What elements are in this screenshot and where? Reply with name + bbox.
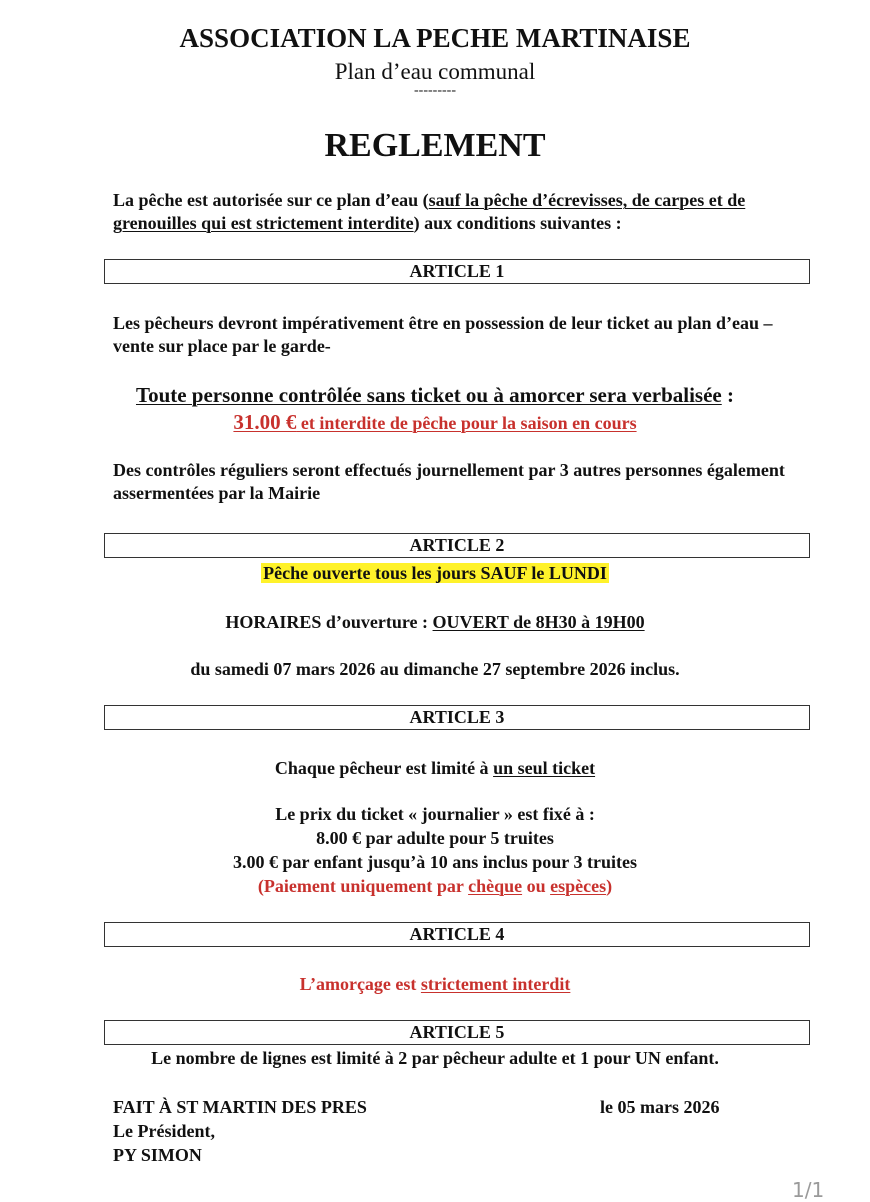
- article-1-warning: [0, 382, 870, 408]
- article-2-heading: ARTICLE 2: [104, 533, 810, 558]
- intro-text-end: ) aux conditions suivantes :: [413, 213, 622, 233]
- intro-paragraph: [113, 189, 813, 235]
- signature-date: le 05 mars 2026: [600, 1097, 720, 1117]
- fine-amount: 31.00 €: [233, 410, 297, 434]
- baiting-text: L’amorçage est: [299, 974, 421, 994]
- signature-role: Le Président,: [113, 1121, 215, 1141]
- payment-cheque: chèque: [468, 876, 523, 896]
- fine-penalty: et interdite de pêche pour la saison en cours: [296, 413, 637, 433]
- fine-line: [0, 410, 870, 437]
- payment-text: (Paiement uniquement par: [257, 876, 469, 896]
- association-name: ASSOCIATION LA PECHE MARTINAISE: [179, 23, 691, 53]
- payment-close: ): [606, 876, 613, 896]
- article-4-heading: ARTICLE 4: [104, 922, 810, 947]
- open-days-highlight: Pêche ouverte tous les jours SAUF le LUNDI: [263, 563, 607, 583]
- price-child: 3.00 € par enfant jusqu’à 10 ans inclus pour 3 truites: [233, 852, 637, 872]
- separator: ---------: [414, 83, 456, 98]
- page-title: REGLEMENT: [324, 127, 546, 164]
- price-adult: 8.00 € par adulte pour 5 truites: [316, 828, 554, 848]
- price-intro: Le prix du ticket « journalier » est fixé à :: [275, 804, 595, 824]
- subtitle: Plan d’eau communal: [334, 59, 536, 84]
- warning-colon: :: [721, 383, 734, 407]
- article-5-heading: ARTICLE 5: [104, 1020, 810, 1045]
- article-1-controls: Des contrôles réguliers seront effectués journellement par 3 autres personnes également assermentées par la Mairie: [113, 460, 785, 503]
- hours-value: OUVERT de 8H30 à 19H00: [432, 612, 645, 632]
- hours-label: HORAIRES d’ouverture :: [225, 612, 433, 632]
- article-3-heading: ARTICLE 3: [104, 705, 810, 730]
- article-1-text: Les pêcheurs devront impérativement être en possession de leur ticket au plan d’eau – vente sur place par le garde-: [113, 313, 773, 356]
- intro-restriction: sauf la pêche d’écrevisses, de carpes et de grenouilles qui est strictement interdite: [113, 190, 746, 233]
- signature-name: PY SIMON: [113, 1145, 202, 1165]
- page-indicator: 1/1: [792, 1178, 825, 1202]
- limit-value: un seul ticket: [493, 758, 596, 778]
- ticket-limit: [0, 757, 870, 780]
- intro-text: La pêche est autorisée sur ce plan d’eau (: [113, 190, 429, 210]
- open-days: [0, 562, 870, 585]
- limit-text: Chaque pêcheur est limité à: [274, 758, 494, 778]
- payment-or: ou: [522, 876, 551, 896]
- article-5-text: Le nombre de lignes est limité à 2 par pêcheur adulte et 1 pour UN enfant.: [151, 1048, 719, 1068]
- baiting-emphasis: strictement interdit: [420, 974, 571, 994]
- article-1-heading: ARTICLE 1: [104, 259, 810, 284]
- warning-text: Toute personne contrôlée sans ticket ou à amorcer sera verbalisée: [135, 383, 722, 407]
- payment-cash: espèces: [550, 876, 607, 896]
- article-4-text: [0, 973, 870, 996]
- opening-hours: [0, 611, 870, 634]
- signature-place: FAIT À ST MARTIN DES PRES: [113, 1097, 367, 1117]
- season-dates: du samedi 07 mars 2026 au dimanche 27 septembre 2026 inclus.: [190, 659, 680, 679]
- payment-methods: [0, 875, 870, 898]
